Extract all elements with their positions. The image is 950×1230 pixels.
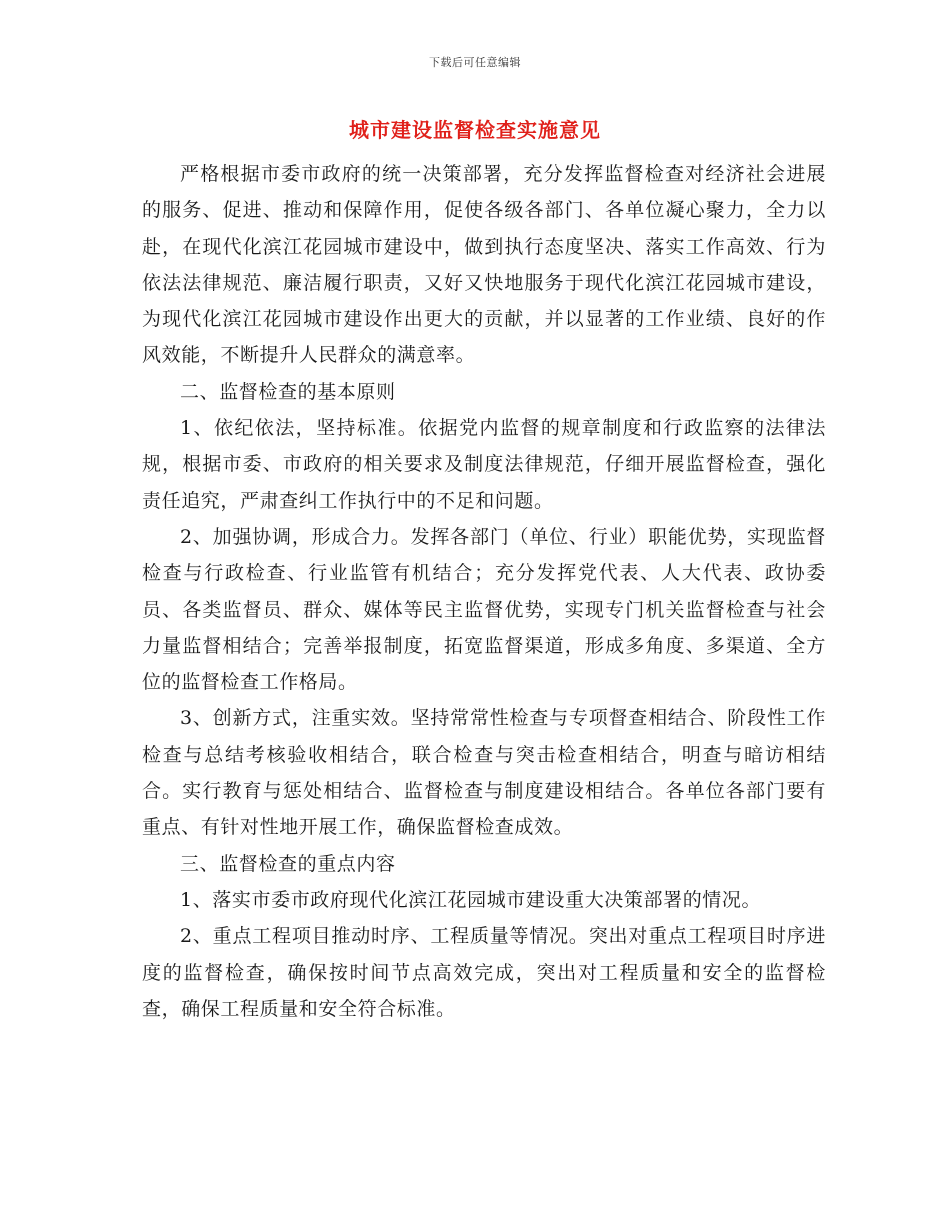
key-content-paragraph-1: 1、落实市委市政府现代化滨江花园城市建设重大决策部署的情况。 <box>180 888 762 911</box>
document-title: 城市建设监督检查实施意见 <box>349 118 601 142</box>
section-heading-key-content: 三、监督检查的重点内容 <box>180 852 396 875</box>
document-body <box>142 156 826 1027</box>
principle-paragraph-2: 2、加强协调，形成合力。发挥各部门（单位、行业）职能优势，实现监督检查与行政检查、行业监管有机结合；充分发挥党代表、人大代表、政协委员、各类监督员、群众、媒体等民主监督优势，实现专门机关监督检查与社会力量监督相结合；完善举报制度，拓宽监督渠道，形成多角度、多渠道、全方位的监督检查工作格局。 <box>142 525 826 694</box>
principle-paragraph-1: 1、依纪依法，坚持标准。依据党内监督的规章制度和行政监察的法律法规，根据市委、市政府的相关要求及制度法律规范，仔细开展监督检查，强化责任追究，严肃查纠工作执行中的不足和问题。 <box>142 417 826 512</box>
key-content-paragraph-2: 2、重点工程项目推动时序、工程质量等情况。突出对重点工程项目时序进度的监督检查，确保按时间节点高效完成，突出对工程质量和安全的监督检查，确保工程质量和安全符合标准。 <box>142 925 826 1020</box>
section-heading-principles: 二、监督检查的基本原则 <box>180 380 396 403</box>
intro-paragraph: 严格根据市委市政府的统一决策部署，充分发挥监督检查对经济社会进展的服务、促进、推动和保障作用，促使各级各部门、各单位凝心聚力，全力以赴，在现代化滨江花园城市建设中，做到执行态度坚决、落实工作高效、行为依法法律规范、廉洁履行职责，又好又快地服务于现代化滨江花园城市建设，为现代化滨江花园城市建设作出更大的贡献，并以显著的工作业绩、良好的作风效能，不断提升人民群众的满意率。 <box>142 163 826 367</box>
principle-paragraph-3: 3、创新方式，注重实效。坚持常常性检查与专项督查相结合、阶段性工作检查与总结考核验收相结合，联合检查与突击检查相结合，明查与暗访相结合。实行教育与惩处相结合、监督检查与制度建设相结合。各单位各部门要有重点、有针对性地开展工作，确保监督检查成效。 <box>142 707 826 839</box>
page-header-note: 下载后可任意编辑 <box>429 56 521 69</box>
